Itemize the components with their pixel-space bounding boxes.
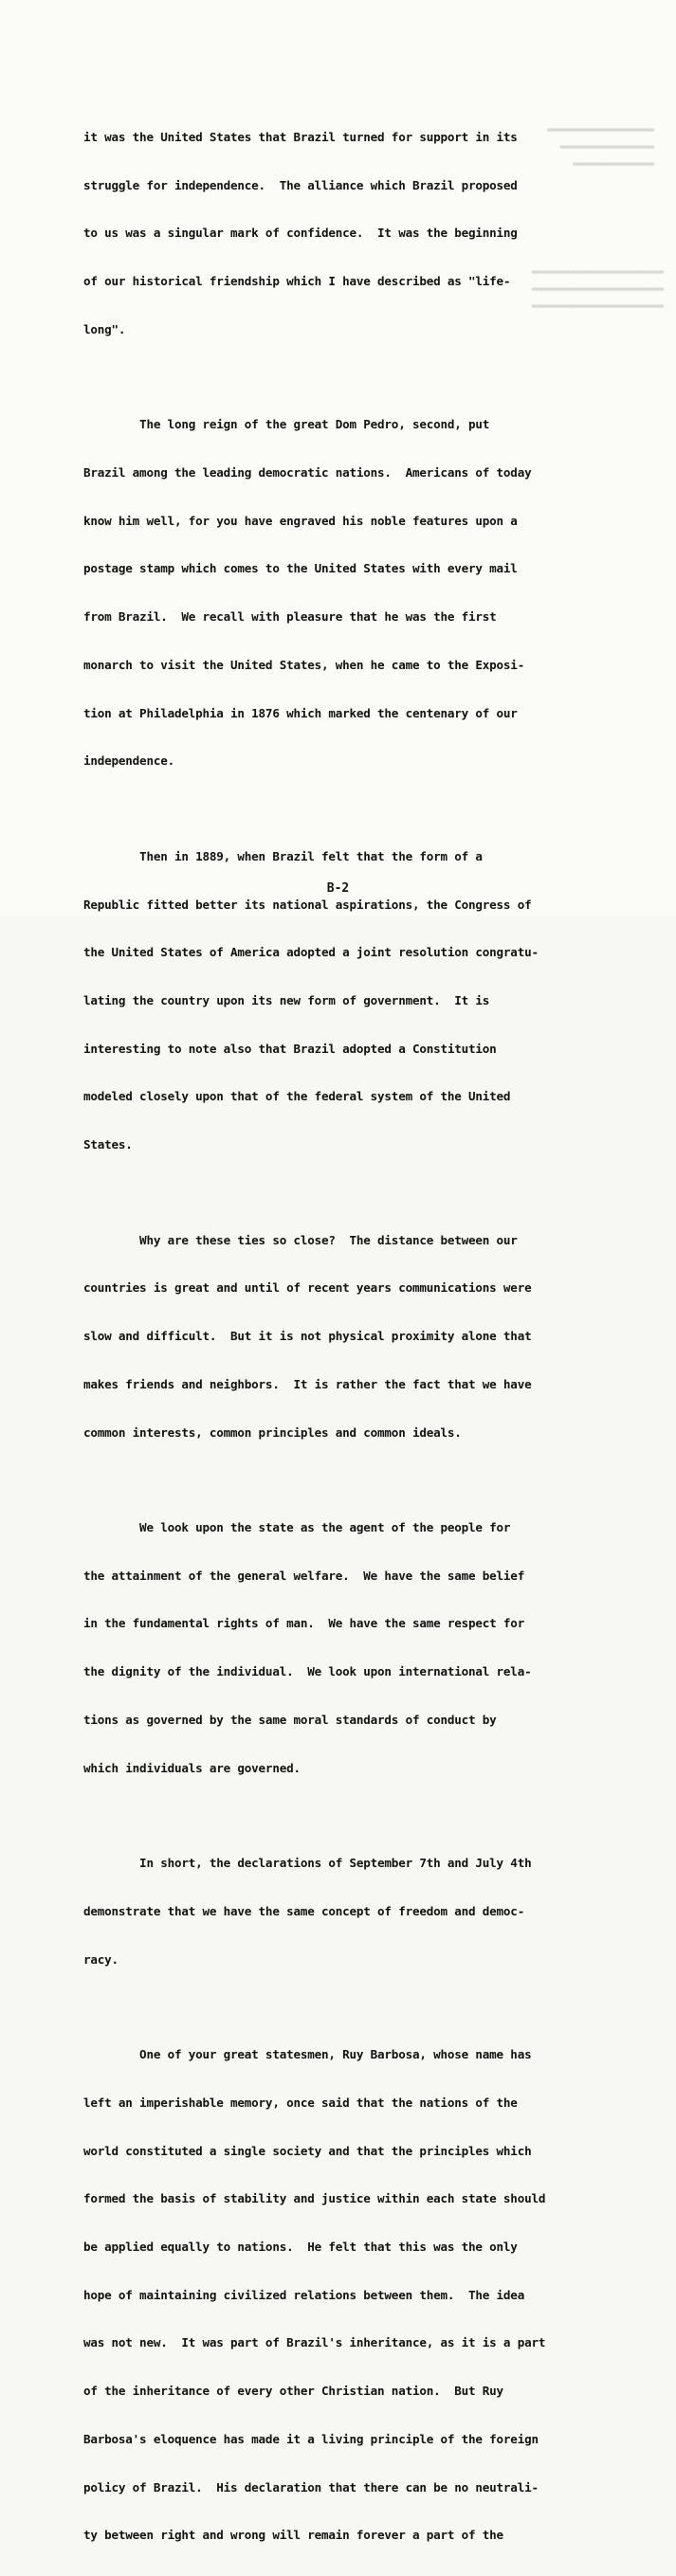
show-through-texture-lower: ▬▬▬▬▬▬▬▬▬▬▬▬▬▬▬▬▬▬▬▬▬ ▬▬▬▬▬▬▬▬▬▬▬▬▬▬▬▬▬▬▬▬▬ ▬▬▬▬▬▬▬▬▬▬▬▬▬▬▬▬▬▬▬▬▬ — [531, 265, 664, 312]
text-line: interesting to note also that Brazil adopted a Constitution — [83, 1041, 497, 1056]
text-line: know him well, for you have engraved his noble features upon a — [83, 513, 518, 528]
text-line: it was the United States that Brazil turned for support in its — [83, 129, 518, 144]
text-line: The long reign of the great Dom Pedro, second, put — [83, 417, 490, 432]
text-line: One of your great statesmen, Ruy Barbosa, whose name has — [83, 2047, 532, 2062]
text-line: Republic fitted better its national aspirations, the Congress of — [83, 897, 532, 912]
text-line: world constituted a single society and that the principles which — [83, 2143, 532, 2158]
text-line: policy of Brazil. His declaration that there can be no neutrali- — [83, 2479, 539, 2494]
text-line: Then in 1889, when Brazil felt that the form of a — [83, 848, 483, 863]
text-line: slow and difficult. But it is not physical proximity alone that — [83, 1329, 532, 1344]
paragraph-1 — [83, 98, 595, 370]
text-line: hope of maintaining civilized relations between them. The idea — [83, 2287, 525, 2302]
text-line: We look upon the state as the agent of the people for — [83, 1520, 511, 1535]
text-line: In short, the declarations of September 7th and July 4th — [83, 1856, 532, 1871]
text-line: modeled closely upon that of the federal system of the United — [83, 1089, 511, 1104]
text-line: Brazil among the leading democratic nations. Americans of today — [83, 464, 532, 480]
text-line: long". — [83, 321, 126, 336]
text-line: be applied equally to nations. He felt that this was the only — [83, 2240, 518, 2254]
text-line: was not new. It was part of Brazil's inheritance, as it is a part — [83, 2335, 546, 2350]
text-line: lating the country upon its new form of government. It is — [83, 992, 490, 1007]
page-number: B-2 — [326, 881, 350, 896]
text-line: left an imperishable memory, once said that the nations of the — [83, 2095, 518, 2110]
paragraph-4 — [83, 1201, 595, 1473]
text-line: to us was a singular mark of confidence. It was the beginning — [83, 226, 518, 241]
text-line: tions as governed by the same moral standards of conduct by — [83, 1712, 497, 1727]
text-line: the United States of America adopted a joint resolution congratu- — [83, 945, 539, 960]
text-line: formed the basis of stability and justice within each state should — [83, 2191, 546, 2206]
text-line: which individuals are governed. — [83, 1760, 301, 1775]
text-line: of the inheritance of every other Christian nation. But Ruy — [83, 2384, 503, 2399]
text-line: monarch to visit the United States, when he came to the Exposi- — [83, 657, 525, 672]
text-line: ty between right and wrong will remain forever a part of the — [83, 2528, 503, 2543]
text-line: postage stamp which comes to the United States with every mail — [83, 561, 518, 576]
paragraph-5 — [83, 1488, 595, 1808]
text-line: Barbosa's eloquence has made it a living principle of the foreign — [83, 2431, 539, 2446]
text-line: struggle for independence. The alliance which Brazil proposed — [83, 177, 518, 192]
text-line: the attainment of the general welfare. We have the same belief — [83, 1568, 525, 1583]
document-body — [83, 98, 595, 2576]
text-line: of our historical friendship which I have described as "life- — [83, 273, 511, 288]
text-line: countries is great and until of recent years communications were — [83, 1280, 532, 1296]
paragraph-2 — [83, 385, 595, 802]
paragraph-3 — [83, 817, 595, 1186]
text-line: Why are these ties so close? The distance between our — [83, 1232, 518, 1247]
text-line: States. — [83, 1137, 133, 1152]
text-line: the dignity of the individual. We look upon international rela- — [83, 1664, 532, 1679]
text-line: common interests, common principles and common ideals. — [83, 1424, 462, 1440]
paragraph-6 — [83, 1823, 595, 2000]
text-line: independence. — [83, 753, 174, 769]
text-line: tion at Philadelphia in 1876 which marked the centenary of our — [83, 705, 518, 720]
text-line: in the fundamental rights of man. We have the same respect for — [83, 1616, 525, 1631]
show-through-texture: ▬▬▬▬▬▬▬▬▬▬▬▬▬▬▬▬▬ ▬▬▬▬▬▬▬▬▬▬▬▬▬▬▬ ▬▬▬▬▬▬▬▬▬▬▬▬▬ — [547, 123, 654, 170]
text-line: demonstrate that we have the same concept of freedom and democ- — [83, 1903, 525, 1918]
paragraph-7 — [83, 2015, 595, 2576]
text-line: racy. — [83, 1951, 119, 1967]
text-line: makes friends and neighbors. It is rather the fact that we have — [83, 1376, 532, 1391]
text-line: from Brazil. We recall with pleasure that he was the first — [83, 609, 497, 625]
